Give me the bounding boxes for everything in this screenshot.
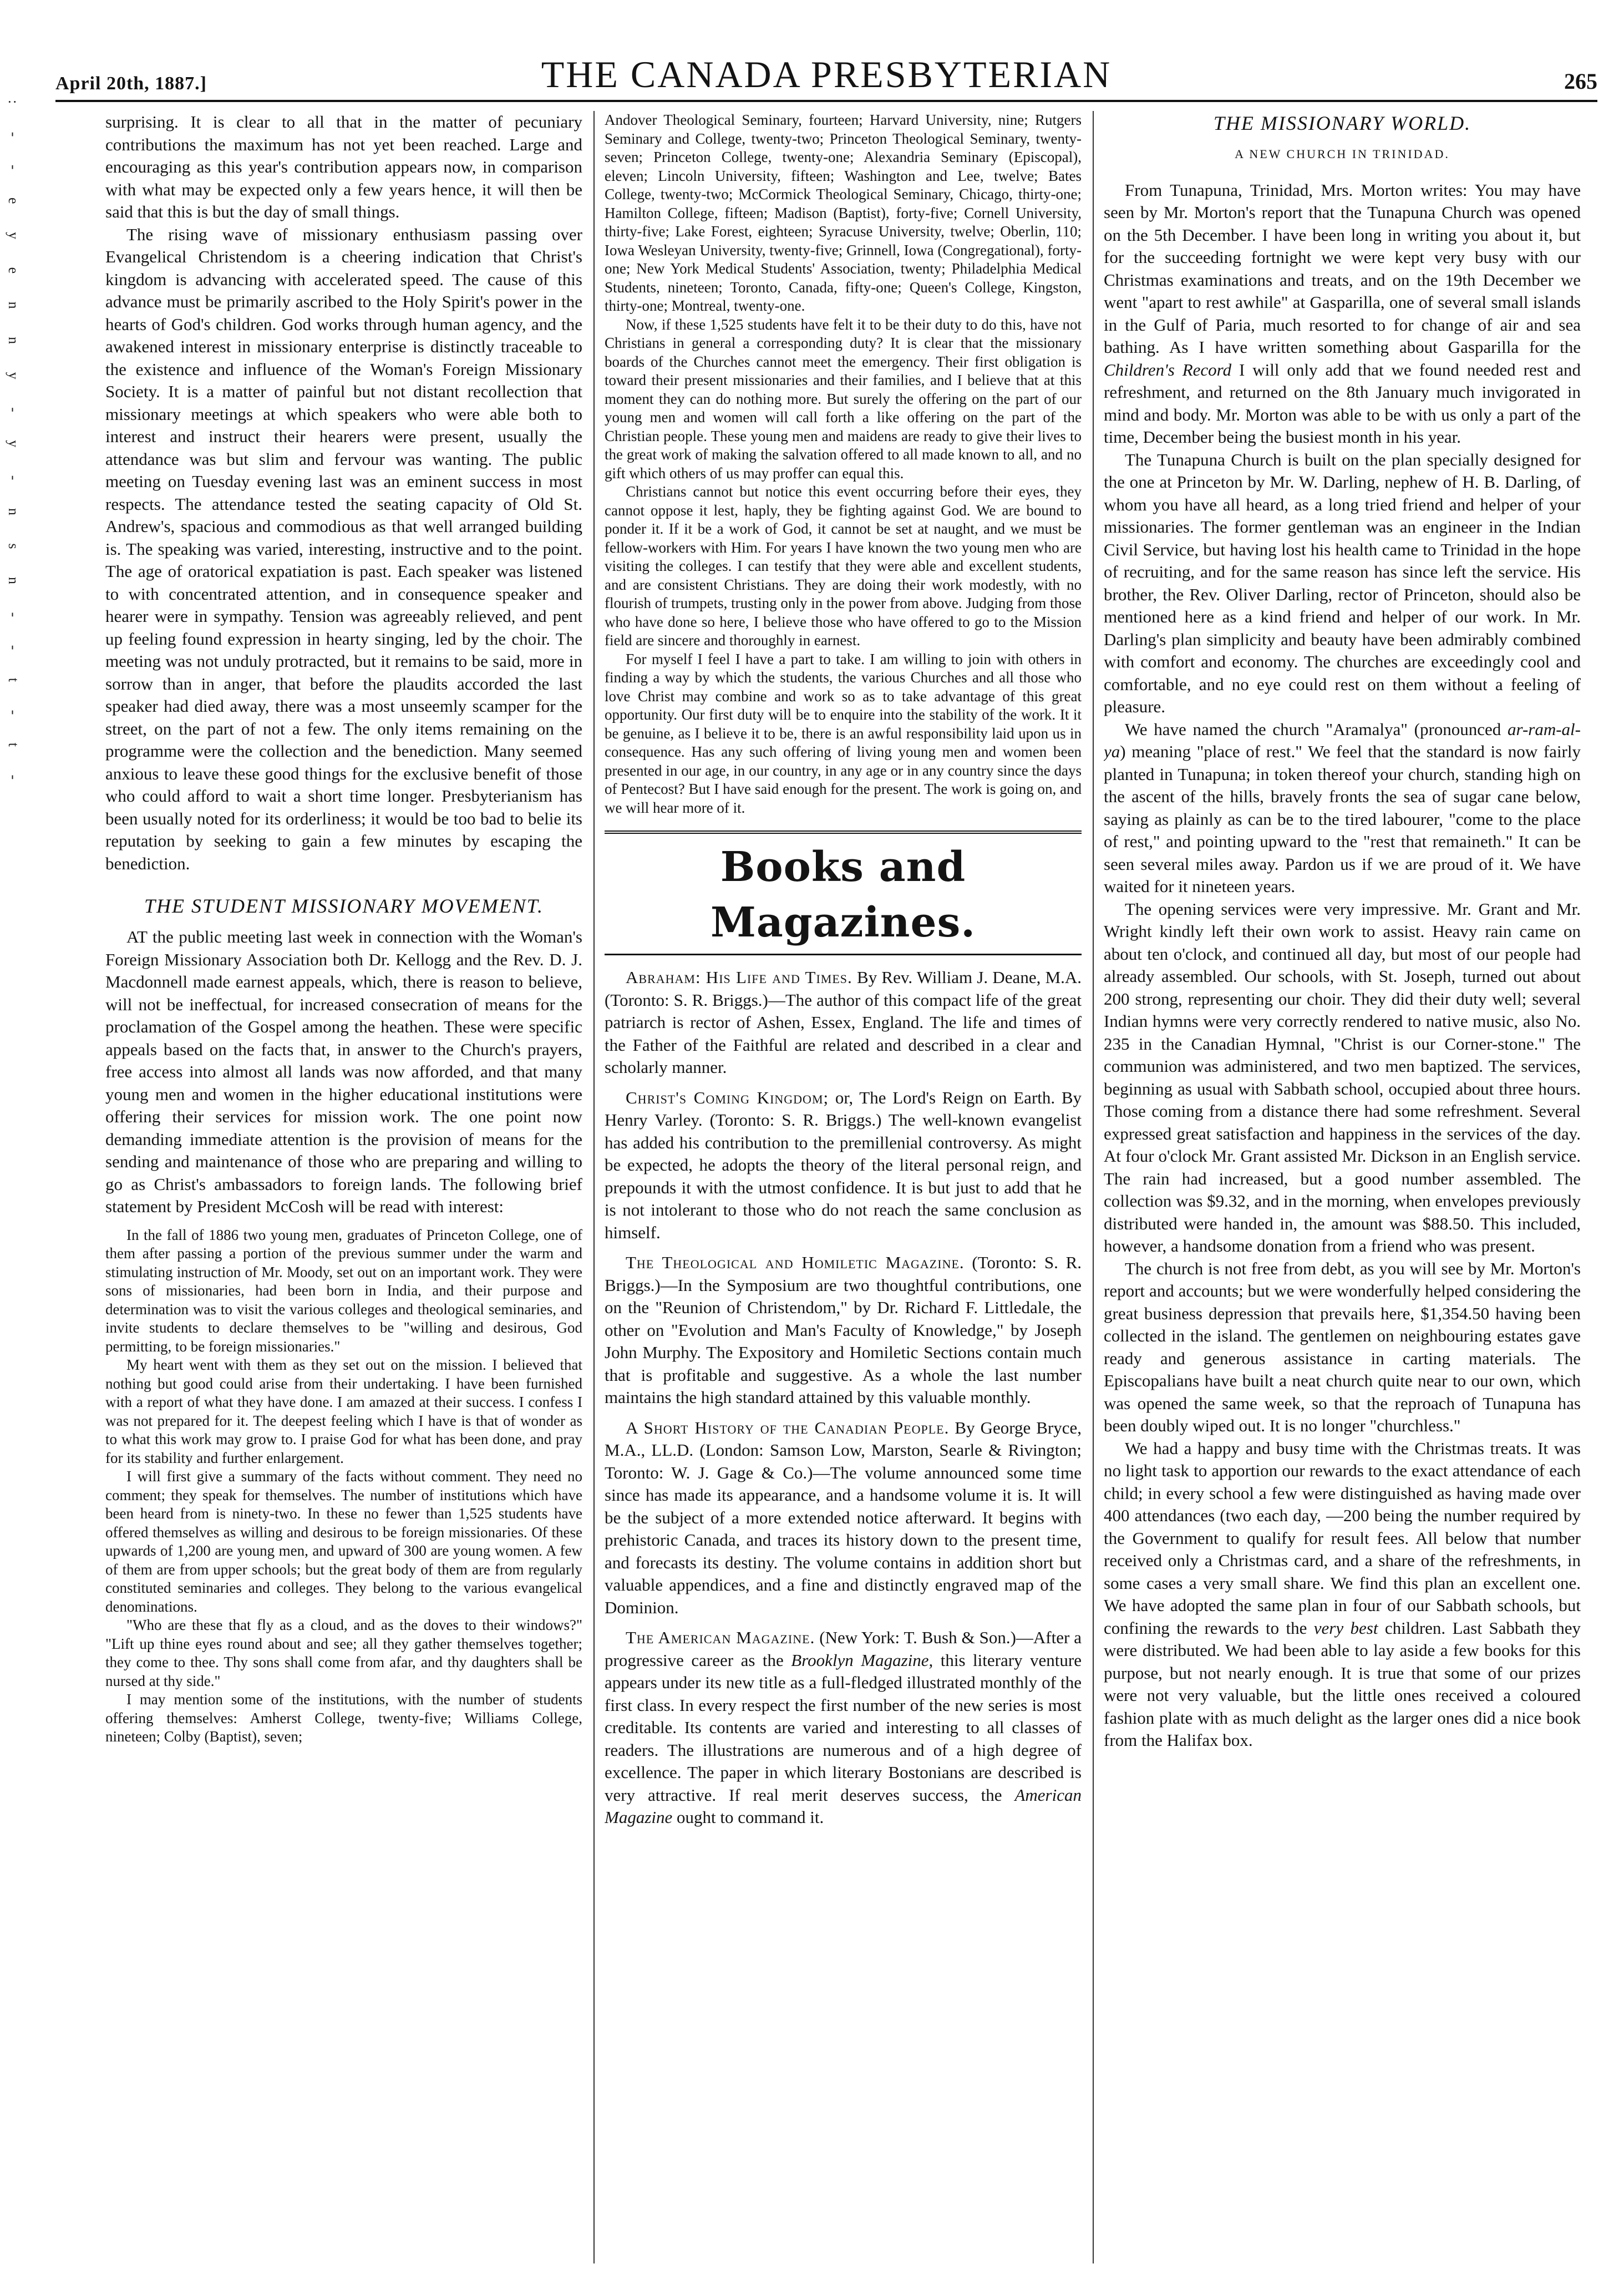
quoted-paragraph: In the fall of 1886 two young men, graduates of Princeton College, one of them after passing a portion of the previous summer under the warm and stimulating instruction of Mr. Moody, set out on an important work. They were sons of missionaries, had been born in India, and their purpose and determination was to visit the various colleges and theological seminaries, and invite students to declare themselves to be "willing and desirous, God permitting, to be foreign missionaries." (105, 1226, 582, 1355)
quoted-paragraph: Now, if these 1,525 students have felt it to be their duty to do this, have not Christians in general a corresponding duty? It is clear that the missionary boards of the Churches cannot meet the emergency. Their first obligation is toward their present missionaries and their families, and I believe that at this moment they can do nothing more. But surely the offering on the part of our young men and women will call forth a like offering on the part of the Christian people. These young men and maidens are ready to give their lives to the great work of making the salvation offered to all made known to all, and no gift which others of us may proffer can equal this. (605, 316, 1082, 482)
review-abraham (605, 966, 1082, 1079)
section-title-missionary-world: THE MISSIONARY WORLD. (1213, 112, 1471, 134)
review-body: By Rev. William J. Deane, M.A. (Toronto: S. R. Briggs.)—The author of this compact life of the great patriarch is rector of Ashen, Essex, England. The life and times of the Father of the Faithful are related and described in a clear and scholarly manner. (605, 968, 1082, 1077)
page-header (55, 55, 1597, 102)
review-title: The American Magazine. (626, 1628, 815, 1647)
review-body: (New York: T. Bush & Son.)—After a progressive career as the (605, 1628, 1082, 1670)
column-middle (605, 111, 1082, 2275)
quoted-paragraph: My heart went with them as they set out on the mission. I believed that nothing but good could arise from their undertaking. I have been furnished with a report of what they have done. I am amazed at their success. I confess I was not prepared for it. The deepest feeling which I have is that of wonder as to what this work may grow to. I praise God for what has been done, and pray for its stability and further enlargement. (105, 1356, 582, 1466)
review-canadian-history (605, 1417, 1082, 1619)
quoted-paragraph: Andover Theological Seminary, fourteen; Harvard University, nine; Rutgers Seminary and College, twenty-two; Princeton Theological Seminary, twenty-seven; Princeton College, twenty-one; Alexandria Seminary (Episcopal), eleven; Lincoln University, fifteen; Washington and Lee, twelve; Bates College, twenty-two; McCormick Theological Seminary, Chicago, thirty-one; Hamilton College, fifteen; Madison (Baptist), forty-five; Cornell University, thirty-five; Lake Forest, eighteen; Syracuse University, twelve; Oberlin, 110; Iowa Wesleyan University, twenty-five; Grinnell, Iowa (Congregational), forty-one; New York Medical Students' Association, twenty; Philadelphia Medical Students, nineteen; Toronto, Canada, fifty-one; Queen's College, Kingston, thirty-one; Montreal, twenty-one. (605, 112, 1082, 314)
review-body: or, The Lord's Reign on Earth. By Henry Varley. (Toronto: S. R. Briggs.) The well-known evangelist has added his contribution to the premillenial controversy. As might be expected, he adopts the theory of the literal personal reign, and prepounds it with the utmost confidence. It is but just to add that he is not intolerant to those who do not reach the same conclusion as himself. (605, 1087, 1082, 1242)
section-title-student-missionary: THE STUDENT MISSIONARY MOVEMENT. (144, 895, 544, 917)
column-right (1104, 111, 1581, 2275)
column-rule-1 (593, 111, 595, 2263)
italic-text: very best (1313, 1618, 1378, 1638)
italic-text: Children's Record (1104, 359, 1232, 379)
review-body: ought to command it. (672, 1807, 824, 1827)
column-rule-2 (1093, 111, 1094, 2263)
margin-mark-text: : - - e y e n n y - y - n s n - - t - t - (6, 100, 22, 792)
paragraph: We have named the church "Aramalya" (pronounced ar-ram-al-yа) meaning "place of rest." We feel that the standard is now fairly planted in Tunapuna; in token thereof your church, standing high on the ascent of the hills, bravely fronts the sea of sugar cane below, saying as plainly as can be to the tired labourer, "come to the place of rest," and pointing upward to the "rest that remaineth." It can be seen several miles away. Pardon us if we are proud of it. We have waited for it nineteen years. (1104, 719, 1581, 896)
review-american-magazine (605, 1627, 1082, 1829)
header-date: April 20th, 1887.] (55, 73, 207, 94)
review-title: Abraham: His Life and Times. (626, 968, 852, 987)
column-left (105, 111, 582, 2275)
quoted-paragraph: For myself I feel I have a part to take. I am willing to join with others in finding a way by which the students, the various Churches and all those who love Christ may combine and work so as to take advantage of this great opportunity. Our first duty will be to enquire into the stability of the work. It it be genuine, as I believe it to be, there is an awful responsibility laid upon us in consequence. Has any such offering of living young men and women been presented in our age, in our country, in any age or in any country since the days of Pentecost? But I have said enough for the present. The work is going on, and we will hear more of it. (605, 650, 1082, 816)
newspaper-title: THE CANADA PRESBYTERIAN (541, 53, 1112, 95)
review-body: (Toronto: S. R. Briggs.)—In the Symposium are two thoughtful contributions, one on the "Reunion of Christendom," by Dr. Richard F. Littledale, the other on "Evolution and Man's Faculty of Knowledge," by Joseph John Murphy. The Expository and Homiletic Sections contain much that is profitable and suggestive. As a whole the last number maintains the high standard attained by this valuable monthly. (605, 1253, 1082, 1407)
review-italic: Brooklyn Magazine, (791, 1650, 933, 1670)
review-body: By George Bryce, M.A., LL.D. (London: Samson Low, Marston, Searle & Rivington; Toronto: W. J. Gage & Co.)—The volume announced some time since has made its appearance, and a handsome volume it is. It will be the subject of a more extended notice afterward. It begins with prehistoric Canada, and traces its history down to the present time, and forecasts its destiny. The volume contains in addition short but valuable appendices, and a fine and distinctly engraved map of the Dominion. (605, 1417, 1082, 1617)
section-title-books-magazines: Books and Magazines. (605, 830, 1082, 955)
paragraph: AT the public meeting last week in connection with the Woman's Foreign Missionary Association both Dr. Kellogg and the Rev. D. J. Macdonnell made earnest appeals, which, there is reason to believe, will not be ineffectual, for increased consecration of means for the proclamation of the Gospel among the heathen. These were specific appeals based on the facts that, in answer to the Church's prayers, free access into almost all lands was now afforded, and that many young men and women in the higher educational institutions were offering their services for mission work. The one point now demanding immediate attention is the provision of means for the sending and maintenance of those who are preparing and willing to go as Christ's ambassadors to foreign lands. The following brief statement by President McCosh will be read with interest: (105, 927, 582, 1216)
paragraph: We had a happy and busy time with the Christmas treats. It was no light task to apportion our rewards to the exact attendance of each child; in every school a few were distinguished as having made over 400 attendances (two each day, —200 being the number required by the Government to qualify for result fees. All below that number received only a Christmas card, and a share of the refreshments, in some cases a very small share. We find this plan an excellent one. We have adopted the same plan in four of our Sabbath schools, but confining the rewards to the very best children. Last Sabbath they were distributed. We had been able to lay aside a few books for this purpose, but not nearly enough. It is true that some of our prizes were not very valuable, but the little ones received a coloured fashion plate with as much delight as the larger ones did a nice book from the Halifax box. (1104, 1438, 1581, 1750)
review-title: Christ's Coming Kingdom; (626, 1087, 829, 1107)
quoted-paragraph: I may mention some of the institutions, with the number of students offering themselves: Amherst College, twenty-five; Williams College, nineteen; Colby (Baptist), seven; (105, 1691, 582, 1745)
italic-text: ar-ram-al-yа (1104, 719, 1581, 761)
paragraph: surprising. It is clear to all that in the matter of pecuniary contributions the maximum has not yet been reached. Large and encouraging as this year's contribution appears now, in comparison with what may be expected only a few years hence, it will then be said that this is but the day of small things. (105, 112, 582, 221)
review-title: The Theological and Homiletic Magazine. (626, 1253, 965, 1272)
margin-marks (0, 100, 22, 792)
quoted-paragraph: I will first give a summary of the facts without comment. They need no comment; they speak for themselves. The number of institutions which have been heard from is ninety-two. In these no fewer than 1,525 students have offered themselves as willing and desirous to be foreign missionaries. Of these upwards of 1,200 are young men, and upward of 300 are young women. A few of them are from upper schools; but the great body of them are from regularly constituted seminaries and colleges. They belong to the various evangelical denominations. (105, 1468, 582, 1615)
review-coming-kingdom (605, 1087, 1082, 1244)
paragraph: The rising wave of missionary enthusiasm passing over Evangelical Christendom is a cheering indication that Christ's kingdom is advancing with accelerated speed. The cause of this advance must be primarily ascribed to the Holy Spirit's power in the hearts of God's children. God works through human agency, and the awakened interest in missionary enterprise is distinctly traceable to the existence and influence of the Woman's Foreign Missionary Society. It is a matter of painful but not distant recollection that missionary meetings at which speakers who were able both to interest and instruct their hearers were present, usually the attendance was but slim and fervour was wanting. The public meeting on Tuesday evening last was an eminent success in most respects. The attendance tested the seating capacity of Old St. Andrew's, spacious and commodious as that well arranged building is. The speaking was varied, interesting, instructive and to the point. The age of oratorical expatiation is past. Each speaker was listened to with concentrated attention, and in consequence speaker and hearer were in sympathy. Tension was agreeably relieved, and pent up feeling found expression in hearty singing, led by the choir. The meeting was not unduly protracted, but it remains to be said, more in sorrow than in anger, that before the plaudits accorded the last speaker had died away, there was a most unseemly scamper for the street, on the part of not a few. The only items remaining on the programme were the collection and the benediction. Many seemed anxious to leave these good things for the exclusive benefit of those who could afford to wait a short time longer. Presbyterianism has been usually noted for its orderliness; it would be too bad to belie its reputation by seeking to gain a few minutes by escaping the benediction. (105, 224, 582, 873)
paragraph: The Tunapuna Church is built on the plan specially designed for the one at Princeton by Mr. W. Darling, nephew of H. B. Darling, of whom you have all heard, as a long tried friend and helper of your missionaries. The former gentleman was an engineer in the Indian Civil Service, but having lost his health came to Trinidad in the hope of recruiting, and for the same reason has since left the service. His brother, the Rev. Oliver Darling, rector of Princeton, should also be mentioned here as a kind friend and helper of our work. In Mr. Darling's plan simplicity and beauty have been admirably combined with comfort and economy. The churches are exceedingly cool and comfortable, and no eye could rest on them without a feeling of pleasure. (1104, 449, 1581, 716)
review-italic: American Magazine (605, 1785, 1082, 1827)
review-theological-magazine (605, 1252, 1082, 1409)
quoted-paragraph: "Who are these that fly as a cloud, and as the doves to their windows?" "Lift up thine eyes round about and see; all they gather themselves together; they come to thee. Thy sons shall come from afar, and thy daughters shall be nursed at thy side." (105, 1617, 582, 1689)
paragraph: From Tunapuna, Trinidad, Mrs. Morton writes: You may have seen by Mr. Morton's report that the Tunapuna Church was opened on the 5th December. I have been long in writing you about it, but for the succeeding fortnight we were kept very busy with our Christmas examinations and treats, and on the 19th December we went "apart to rest awhile" at Gasparilla, one of several small islands in the Gulf of Paria, much resorted to for change of air and sea bathing. As I have written something about Gasparilla for the Children's Record I will only add that we found needed rest and refreshment, and returned on the 8th January much invigorated in mind and body. Mr. Morton was able to be with us only a part of the time, December being the busiest month in his year. (1104, 180, 1581, 447)
review-title: A Short History of the Canadian People. (626, 1417, 950, 1437)
review-body: this literary venture appears under its new title as a full-fledged illustrated monthly of the first class. In every respect the first number of the new series is most creditable. Its contents are varied and interesting to all classes of readers. The illustrations are numerous and of a high degree of excellence. The paper in which literary Bostonians are described is very attractive. If real merit deserves success, the (605, 1650, 1082, 1805)
subheading-new-church: A NEW CHURCH IN TRINIDAD. (1235, 147, 1450, 161)
paragraph: The opening services were very impressive. Mr. Grant and Mr. Wright kindly left their own work to assist. Heavy rain came on about ten o'clock, and continued all day, but most of our people had already assembled. Our schools, with St. Joseph, turned out about 200 strong, representing our choir. They did their duty well; several Indian hymns were very correctly rendered to native music, also No. 235 in the Canadian Hymnal, "Christ is our Corner-stone." The communion was administered, and two men baptized. The services, beginning as usual with Sabbath school, occupied about three hours. Those coming from a distance there had some refreshment. Several expressed great satisfaction and happiness in the services of the day. At four o'clock Mr. Grant assisted Mr. Dickson in an English service. The rain had increased, but a good number assembled. The collection was $9.32, and in the morning, when envelopes previously distributed were handed in, the amount was $88.50. This included, however, a handsome donation from a friend who was present. (1104, 899, 1581, 1255)
page-number: 265 (1564, 69, 1597, 94)
paragraph: The church is not free from debt, as you will see by Mr. Morton's report and accounts; but we were wonderfully helped considering the great business depression that prevails here, $1,354.50 having been collected in the island. The gentlemen on neighbouring estates gave ready and generous assistance in carting materials. The Episcopalians have built a neat church quite near to our own, which was opened the same week, so that the reproach of Tunapuna has been doubly wiped out. It is no longer "churchless." (1104, 1258, 1581, 1435)
quoted-paragraph: Christians cannot but notice this event occurring before their eyes, they cannot oppose it lest, haply, they be fighting against God. We are bound to ponder it. If it be a work of God, it cannot be set at naught, and we must be fellow-workers with Him. For years I have known the two young men who are visiting the colleges. I can testify that they were able and excellent students, and are consistent Christians. They are doing their work modestly, with no flourish of trumpets, trusting only in the power from above. Judging from those who have done so here, I believe those who have offered to go to the Mission field are sincere and thoroughly in earnest. (605, 483, 1082, 649)
